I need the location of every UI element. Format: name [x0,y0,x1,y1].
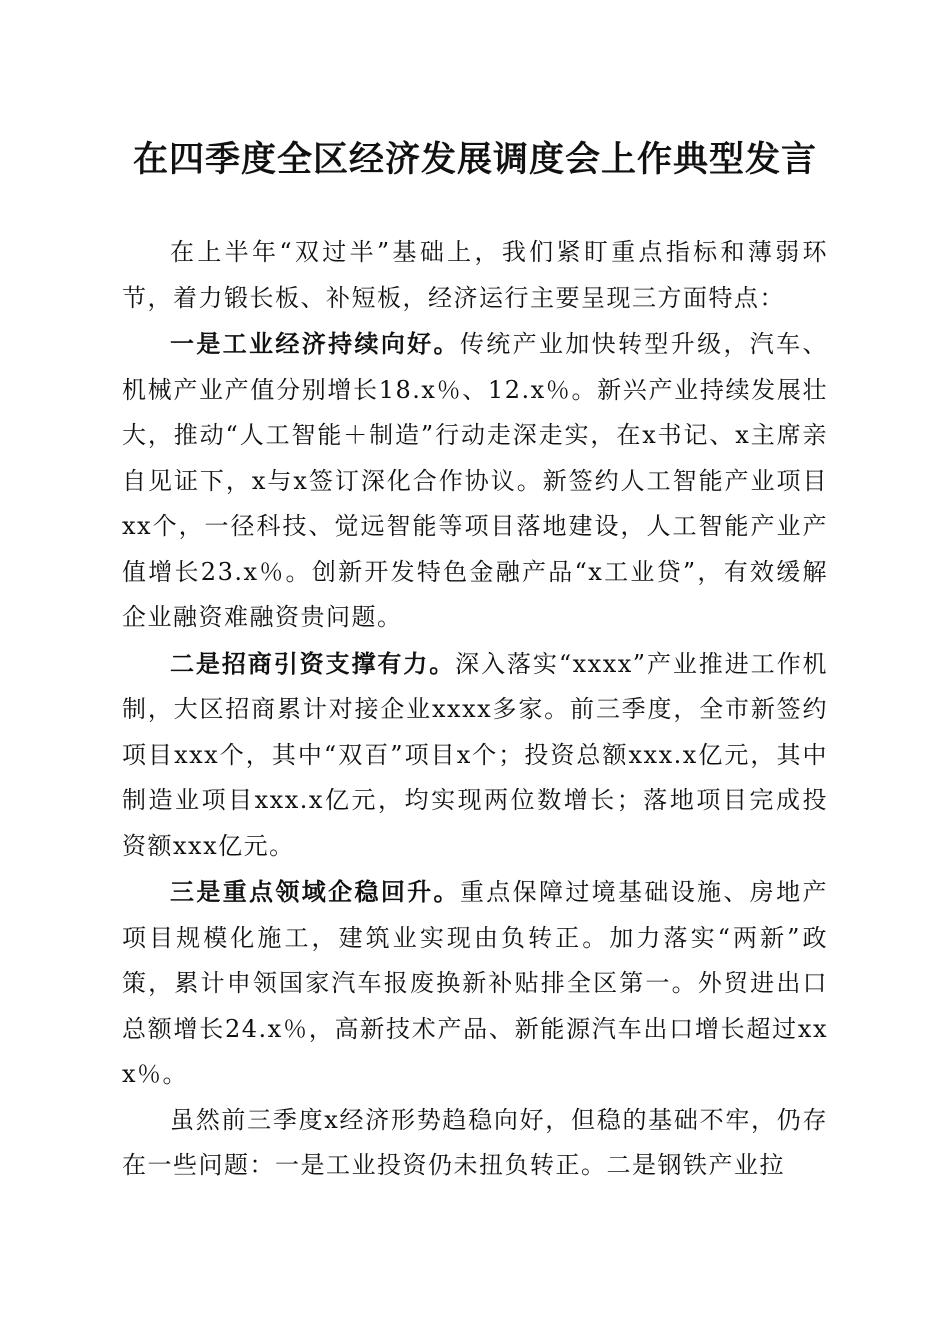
paragraph-investment-promotion [122,641,828,870]
paragraph-text: 深入落实“xxxx”产业推进工作机制，大区招商累计对接企业xxxx多家。前三季度，全市新签约项目xxx个，其中“双百”项目x个；投资总额xxx.x亿元，其中制造业项目xxx.x亿元，均实现两位数增长；落地项目完成投资额xxx亿元。 [122,649,828,860]
paragraph-text: 传统产业加快转型升级，汽车、机械产业产值分别增长18.x％、12.x％。新兴产业持续发展壮大，推动“人工智能＋制造”行动走深走实，在x书记、x主席亲自见证下，x与x签订深化合作协议。新签约人工智能产业项目xx个，一径科技、觉远智能等项目落地建设，人工智能产业产值增长23.x％。创新开发特色金融产品“x工业贷”，有效缓解企业融资难融资贵问题。 [122,330,829,631]
document-title: 在四季度全区经济发展调度会上作典型发言 [132,139,817,180]
paragraph-industrial-economy [122,321,828,641]
paragraph-problems [122,1098,828,1189]
paragraph-key-sectors [122,869,828,1098]
paragraph-text: 重点保障过境基础设施、房地产项目规模化施工，建筑业实现由负转正。加力落实“两新”政策，累计申领国家汽车报废换新补贴排全区第一。外贸进出口总额增长24.x％，高新技术产品、新能源汽车出口增长超过xxx％。 [122,878,829,1088]
paragraph-lead: 三是重点领域企稳回升。 [170,877,460,906]
paragraph-lead: 二是招商引资支撑有力。 [170,648,456,678]
paragraph-text: 虽然前三季度x经济形势趋稳向好，但稳的基础不牢，仍存在一些问题：一是工业投资仍未扭负转正。二是钢铁产业拉 [122,1105,828,1179]
paragraph-text: 在上半年“双过半”基础上，我们紧盯重点指标和薄弱环节，着力锻长板、补短板，经济运行主要呈现三方面特点： [122,238,828,312]
paragraph-lead: 一是工业经济持续向好。 [170,329,460,358]
paragraph-intro [122,230,828,321]
document-body [122,230,828,1189]
